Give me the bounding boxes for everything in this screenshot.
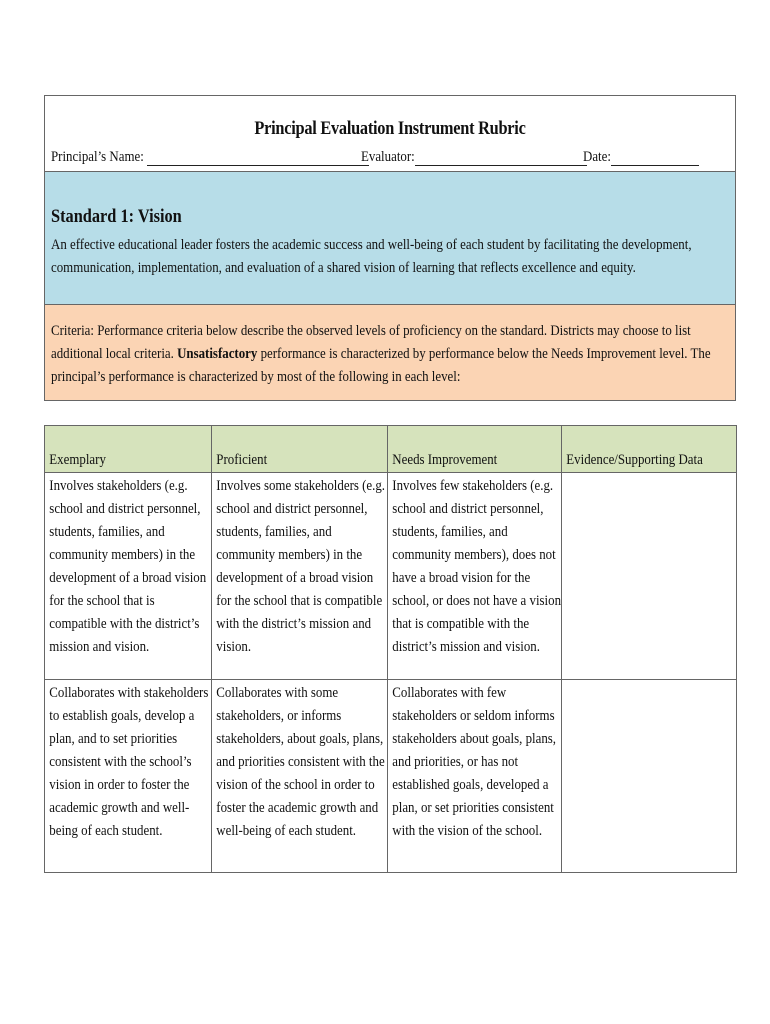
row1-needs-improvement-text: Involves few stakeholders (e.g. school and district personnel, students, families, and community members), does not have a broad vision for the school, or does not have a vision that is compatible with the district’s mission and vision.: [392, 478, 562, 655]
rubric-header: [44, 95, 736, 401]
row1-evidence-text[interactable]: [562, 473, 740, 475]
table-row: [45, 473, 737, 680]
standard-description: An effective educational leader fosters the academic success and well-being of each student by facilitating the development, communication, implementation, and evaluation of a shared vision of learning that reflects excellence and equity.: [51, 237, 692, 276]
header-needs-improvement: [388, 426, 562, 473]
header-evidence: [562, 426, 737, 473]
row2-exemplary-text: Collaborates with stakeholders to establish goals, develop a plan, and to set priorities consistent with the school’s vision in order to foster the academic growth and well-being of each student.: [49, 685, 209, 839]
header-proficient-label: Proficient: [216, 452, 268, 468]
date-label: Date:: [583, 149, 611, 165]
standard-section: [45, 171, 735, 305]
date-line[interactable]: [611, 149, 699, 166]
row2-evidence-cell[interactable]: [562, 680, 737, 873]
header-needs-improvement-label: Needs Improvement: [392, 452, 498, 468]
evaluator-field[interactable]: [361, 149, 587, 166]
header-exemplary-label: Exemplary: [49, 452, 106, 468]
principal-name-line[interactable]: [147, 149, 369, 166]
principal-name-label: Principal’s Name:: [51, 149, 144, 165]
row2-evidence-text[interactable]: [562, 680, 740, 682]
row1-proficient: [212, 473, 388, 680]
row1-exemplary-text: Involves stakeholders (e.g. school and district personnel, students, families, and community members) in the development of a broad vision for the school that is compatible with the district’s mission and vision.: [49, 478, 207, 655]
document-title: Principal Evaluation Instrument Rubric: [254, 118, 526, 139]
standard-title: Standard 1: Vision: [51, 206, 182, 227]
row2-needs-improvement-text: Collaborates with few stakeholders or seldom informs stakeholders about goals, plans, and priorities, or has not established goals, developed a plan, or set priorities consistent with the vision of the school.: [392, 685, 557, 839]
criteria-suffix: performance is characterized by performance below the Needs Improvement level. The principal’s performance is characterized by most of the following in each level:: [51, 346, 711, 385]
row2-exemplary: [45, 680, 212, 873]
row2-proficient-text: Collaborates with some stakeholders, or informs stakeholders, about goals, plans, and priorities consistent with the vision of the school in order to foster the academic growth and well-being of each student.: [216, 685, 385, 839]
title-section: [45, 96, 735, 171]
row1-proficient-text: Involves some stakeholders (e.g. school and district personnel, students, families, and community members) in the development of a broad vision for the school that is compatible with the district’s mission and vision.: [216, 478, 386, 655]
header-proficient: [212, 426, 388, 473]
row2-needs-improvement: [388, 680, 562, 873]
row1-evidence-cell[interactable]: [562, 473, 737, 680]
table-row: [45, 680, 737, 873]
criteria-bold-term: Unsatisfactory: [177, 346, 258, 362]
criteria-section: [45, 305, 735, 400]
evaluator-line[interactable]: [415, 149, 587, 166]
row1-exemplary: [45, 473, 212, 680]
criteria-prefix: Criteria: Performance criteria below describe the observed levels of proficiency on the standard. Districts may choose to list additional local criteria.: [51, 323, 691, 362]
row2-proficient: [212, 680, 388, 873]
row1-needs-improvement: [388, 473, 562, 680]
header-evidence-label: Evidence/Supporting Data: [566, 452, 703, 468]
date-field[interactable]: [583, 149, 699, 166]
evaluator-label: Evaluator:: [361, 149, 415, 165]
rubric-table: [44, 425, 737, 873]
principal-name-field[interactable]: [51, 149, 369, 166]
criteria-text: [51, 320, 713, 389]
identification-fields: [51, 149, 729, 169]
table-header-row: [45, 426, 737, 473]
header-exemplary: [45, 426, 212, 473]
